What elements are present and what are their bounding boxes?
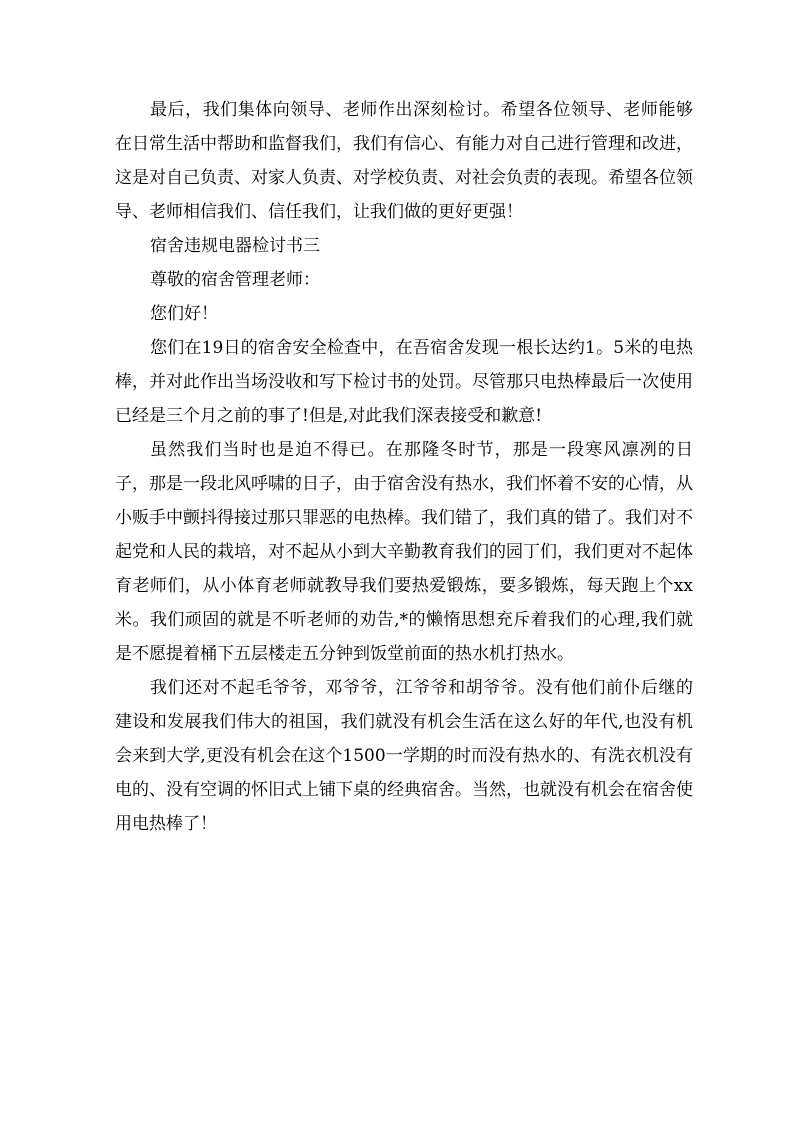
closing-paragraph: 最后，我们集体向领导、老师作出深刻检讨。希望各位领导、老师能够在日常生活中帮助和监督我们，我们有信心、有能力对自己进行管理和改进，这是对自己负责、对家人负责、对学校负责、对社会负责的表现。希望各位领导、老师相信我们、信任我们，让我们做的更好更强！ <box>115 100 693 222</box>
salutation: 尊敬的宿舍管理老师： <box>150 270 320 290</box>
section-title: 宿舍违规电器检讨书三 <box>150 236 320 256</box>
body-paragraph: 虽然我们当时也是迫不得已。在那隆冬时节，那是一段寒风凛冽的日子，那是一段北风呼啸的日子，由于宿舍没有热水，我们怀着不安的心情，从小贩手中颤抖得接过那只罪恶的电热棒。我们错了，我们真的错了。我们对不起党和人民的栽培，对不起从小到大辛勤教育我们的园丁们，我们更对不起体育老师们，从小体育老师就教导我们要热爱锻炼，要多锻炼，每天跑上个xx米。我们顽固的就是不听老师的劝告,*的懒惰思想充斥着我们的心理,我们就是不愿提着桶下五层楼走五分钟到饭堂前面的热水机打热水。 <box>115 440 693 664</box>
body-paragraph: 我们还对不起毛爷爷，邓爷爷，江爷爷和胡爷爷。没有他们前仆后继的建设和发展我们伟大的祖国，我们就没有机会生活在这么好的年代,也没有机会来到大学,更没有机会在这个1500一学期的时而没有热水的、有洗衣机没有电的、没有空调的怀旧式上铺下桌的经典宿舍。当然，也就没有机会在宿舍使用电热棒了！ <box>115 678 693 834</box>
greeting: 您们好！ <box>150 304 218 324</box>
body-paragraph: 您们在19日的宿舍安全检查中，在吾宿舍发现一根长达约1。5米的电热棒，并对此作出当场没收和写下检讨书的处罚。尽管那只电热棒最后一次使用已经是三个月之前的事了!但是,对此我们深表接受和歉意! <box>115 338 693 426</box>
document-body <box>115 93 693 841</box>
